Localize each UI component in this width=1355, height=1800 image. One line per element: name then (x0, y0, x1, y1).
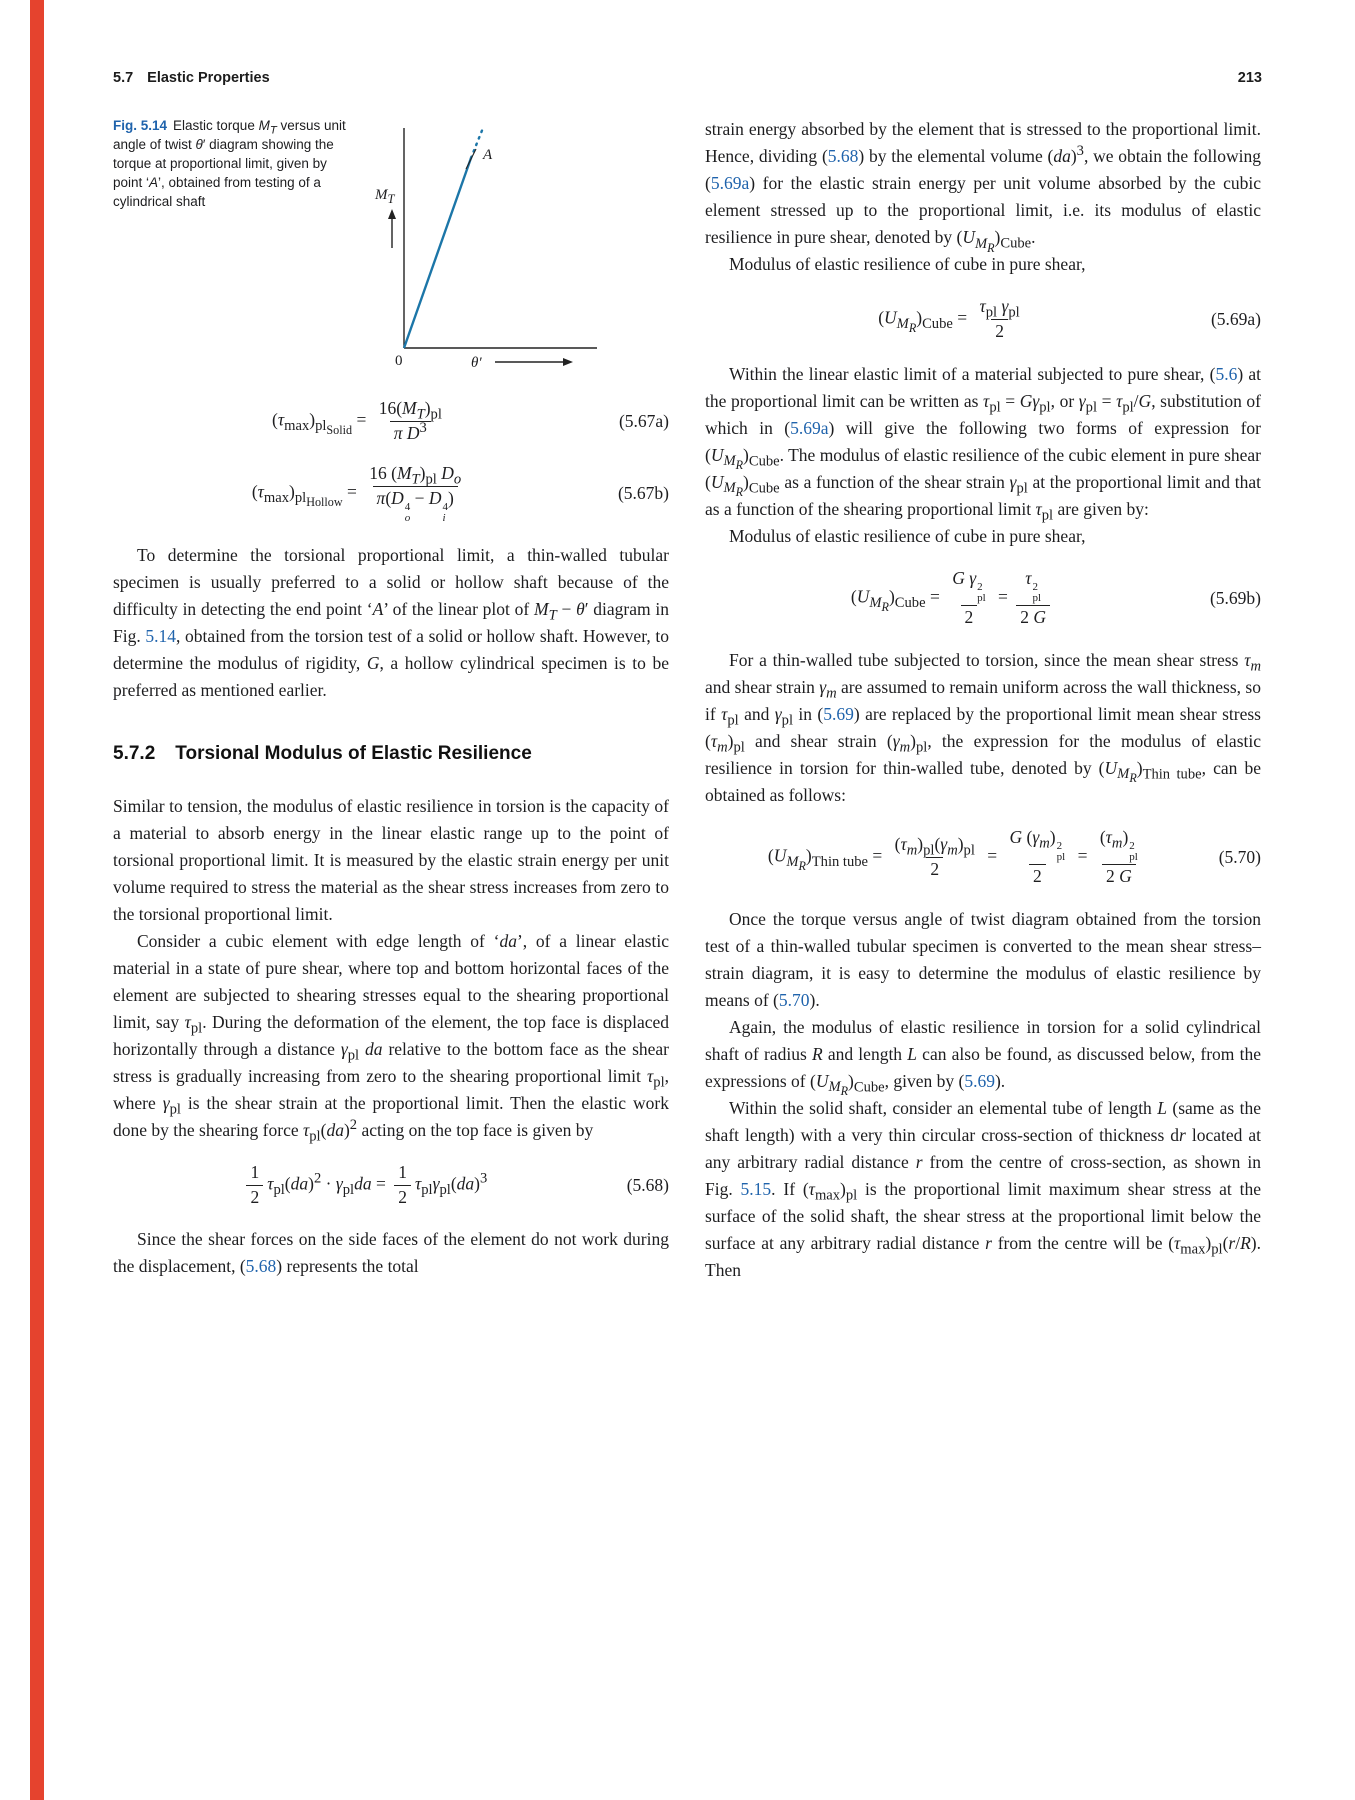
paragraph-strain-energy: strain energy absorbed by the element that is stressed to the proportional limit. Hence, dividing (5.68) by the elemental volume (da)$^3$, we obtain the following (5.69a) for the elastic strain energy per unit volume absorbed by the cubic element stressed up to the proportional limit, i.e. its modulus of elastic resilience in pure shear, denoted by $(U_{M_R})_{Cube}$. (705, 119, 1262, 255)
section-heading-5-7-2 (113, 740, 669, 767)
x-axis-label: θ′ (471, 355, 482, 371)
point-a-label: A (483, 147, 493, 163)
equation-number: (5.67a) (618, 410, 669, 431)
ref-eq-5-68[interactable]: 5.68 (245, 1256, 277, 1277)
x-arrowhead-icon (563, 358, 573, 366)
ref-fig-5-14[interactable]: 5.14 (145, 625, 177, 646)
figure-caption-text: Elastic torque $M_T$ versus unit angle of twist θ′ diagram showing the torque at proportional limit, given by point ‘A’, obtained from testing of a cylindrical shaft (113, 118, 346, 209)
heading-title: Torsional Modulus of Elastic Resilience (175, 742, 532, 764)
equation-number: (5.69b) (1209, 587, 1261, 608)
ref-eq-5-69-2[interactable]: 5.69 (964, 1070, 995, 1091)
page-edge-accent-bar (30, 0, 44, 1800)
y-axis-label: $M_T$ (375, 187, 395, 206)
ref-eq-5-69[interactable]: 5.69 (823, 703, 854, 724)
ref-eq-5-69a[interactable]: 5.69a (710, 173, 750, 193)
equation-number: (5.68) (626, 1174, 669, 1195)
torque-twist-line (404, 158, 471, 348)
paragraph-similar: Similar to tension, the modulus of elastic resilience in torsion is the capacity of a material to absorb energy in the linear elastic range up to the point of torsional proportional limit. It is measured by the elastic strain energy per unit volume required to stress the material as the shear stress increases from zero to the torsional proportional limit. (113, 795, 669, 924)
plot-canvas (359, 116, 665, 374)
ref-eq-5-70[interactable]: 5.70 (778, 989, 810, 1010)
paragraph-within-solid: Within the solid shaft, consider an elemental tube of length L (same as the shaft length) with a very thin circular cross-section of thickness dr located at any arbitrary radial distance r from the centre of cross-section, as shown in Fig. 5.15. If $(\tau_{max})_{pl}$ is the proportional limit maximum shear stress at the surface of the solid shaft, the shear stress at the proportional limit below the surface at any arbitrary radial distance r from the centre will be $(\tau_{max})_{pl}(r/R)$. Then (705, 1097, 1261, 1280)
figure-5-14 (113, 116, 669, 374)
paragraph-since: Since the shear forces on the side faces of the element do not work during the displacement, (5.68) represents the total (113, 1229, 669, 1277)
paragraph-within-linear: Within the linear elastic limit of a material subjected to pure shear, (5.6) at the proportional limit can be written as $\tau_{pl} = G\gamma_{pl}$, or $\gamma_{pl} = \tau_{pl}/G$, substitution of which in (5.69a) will give the following two forms of expression for $(U_{M_R})_{Cube}$. The modulus of elastic resilience of the cubic element in pure shear $(U_{M_R})_{Cube}$ as a function of the shear strain $\gamma_{pl}$ at the proportional limit and that as a function of the shearing proportional limit $\tau_{pl}$ are given by: (705, 363, 1262, 524)
equation-body: $\frac{1}{2}$ $\tau_{pl}(da)^2 \cdot \gamma_{pl}da$ = $\frac{1}{2}$ $\tau_{pl}\gamma_{pl}(da)^3$ (113, 1162, 617, 1209)
equation-body: $(U_{M_R})_{Cube}$ = $\frac{\tau_{pl} \gamma_{pl}}{2}$ (878, 296, 1020, 341)
figure-label: Fig. 5.14 (113, 118, 168, 133)
heading-number: 5.7.2 (113, 742, 156, 764)
line-modulus-cube-2: Modulus of elastic resilience of cube in pure shear, (729, 525, 1086, 546)
ref-eq-5-6[interactable]: 5.6 (1215, 363, 1238, 384)
equation-5-67a (113, 398, 669, 445)
equation-number: (5.67b) (617, 482, 669, 503)
equation-number: (5.70) (1218, 846, 1261, 867)
ref-eq-5-69a-2[interactable]: 5.69a (790, 417, 829, 438)
figure-caption (113, 116, 349, 374)
section-title: Elastic Properties (147, 70, 270, 86)
paragraph-again-modulus: Again, the modulus of elastic resilience in torsion for a solid cylindrical shaft of radius R and length L can also be found, as discussed below, from the expressions of $(U_{M_R})_{Cube}$, given by (5.69). (705, 1016, 1261, 1098)
paragraph-consider: Consider a cubic element with edge length of ‘da’, of a linear elastic material in a state of pure shear, where top and bottom horizontal faces of the element are subjected to shearing stresses equal to the shearing proportional limit, say $\tau_{pl}$. During the deformation of the element, the top face is displaced horizontally through a distance $\gamma_{pl}$ da relative to the bottom face as the shear stress is gradually increasing from zero to the shearing proportional limit $\tau_{pl}$, where $\gamma_{pl}$ is the shear strain at the proportional limit. Then the elastic work done by the shearing force $\tau_{pl}(da)^2$ acting on the top face is given by (113, 930, 670, 1145)
running-head (113, 70, 1262, 86)
paragraph-once-torque: Once the torque versus angle of twist diagram obtained from the torsion test of a thin-walled tubular specimen is converted to the mean shear stress–strain diagram, it is easy to determine the modulus of elastic resilience by means of (5.70). (705, 908, 1261, 1010)
figure-plot (359, 116, 665, 374)
equation-5-70 (705, 827, 1261, 888)
equation-body: $(U_{M_R})_{Thin tube}$ = $\frac{(\tau_m)_{pl}(\gamma_m)_{pl}}{2}$ = G $(\gamma_m)$ 2 pl 2 = $(\tau_m)$ 2 pl 2 G (767, 826, 1138, 886)
equation-5-69b (705, 568, 1261, 629)
equation-body: $(\tau_{max})_{pl_{Solid}}$ = $\frac{16(M_T)_{pl}}{\pi D^3}$ (272, 398, 442, 443)
paragraph-determine: To determine the torsional proportional limit, a thin-walled tubular specimen is usually preferred to a solid or hollow shaft because of the difficulty in detecting the end point ‘A’ of the linear plot of $M_T - \theta'$ diagram in Fig. 5.14, obtained from the torsion test of a solid or hollow shaft. However, to determine the modulus of rigidity, G, a hollow cylindrical specimen is to be preferred as mentioned earlier. (113, 544, 670, 700)
ref-fig-5-15[interactable]: 5.15 (740, 1178, 772, 1199)
equation-5-68 (113, 1162, 669, 1209)
equation-5-69a (705, 296, 1261, 343)
equation-number: (5.69a) (1210, 308, 1261, 329)
two-column-layout (113, 116, 1262, 1284)
origin-label: 0 (395, 353, 403, 369)
point-a-tick (466, 149, 476, 169)
right-column (705, 116, 1261, 1284)
section-number: 5.7 (113, 70, 134, 86)
equation-body: $(\tau_{max})_{pl_{Hollow}}$ = 16 $(M_T)_{pl}$ $D_o$ π(D 4 o − D 4 i ) (251, 462, 462, 524)
equation-body: $(U_{M_R})_{Cube}$ = G γ 2 pl 2 = τ 2 pl 2 G (705, 568, 1200, 629)
equation-5-67b (113, 463, 669, 524)
page-number: 213 (1237, 70, 1262, 86)
ref-eq-5-68-2[interactable]: 5.68 (827, 146, 859, 166)
left-column (113, 116, 669, 1284)
line-modulus-cube-1: Modulus of elastic resilience of cube in pure shear, (729, 254, 1086, 274)
running-head-section (113, 70, 270, 86)
y-arrowhead-icon (388, 209, 396, 219)
paragraph-thin-walled: For a thin-walled tube subjected to torsion, since the mean shear stress $\tau_m$ and shear strain $\gamma_m$ are assumed to remain uniform across the wall thickness, so if $\tau_{pl}$ and $\gamma_{pl}$ in (5.69) are replaced by the proportional limit mean shear stress $(\tau_m)_{pl}$ and shear strain $(\gamma_m)_{pl}$, the expression for the modulus of elastic resilience in torsion for thin-walled tube, denoted by $(U_{M_R})_{Thin tube}$, can be obtained as follows: (705, 649, 1261, 805)
torque-twist-line-dotted (471, 128, 483, 158)
